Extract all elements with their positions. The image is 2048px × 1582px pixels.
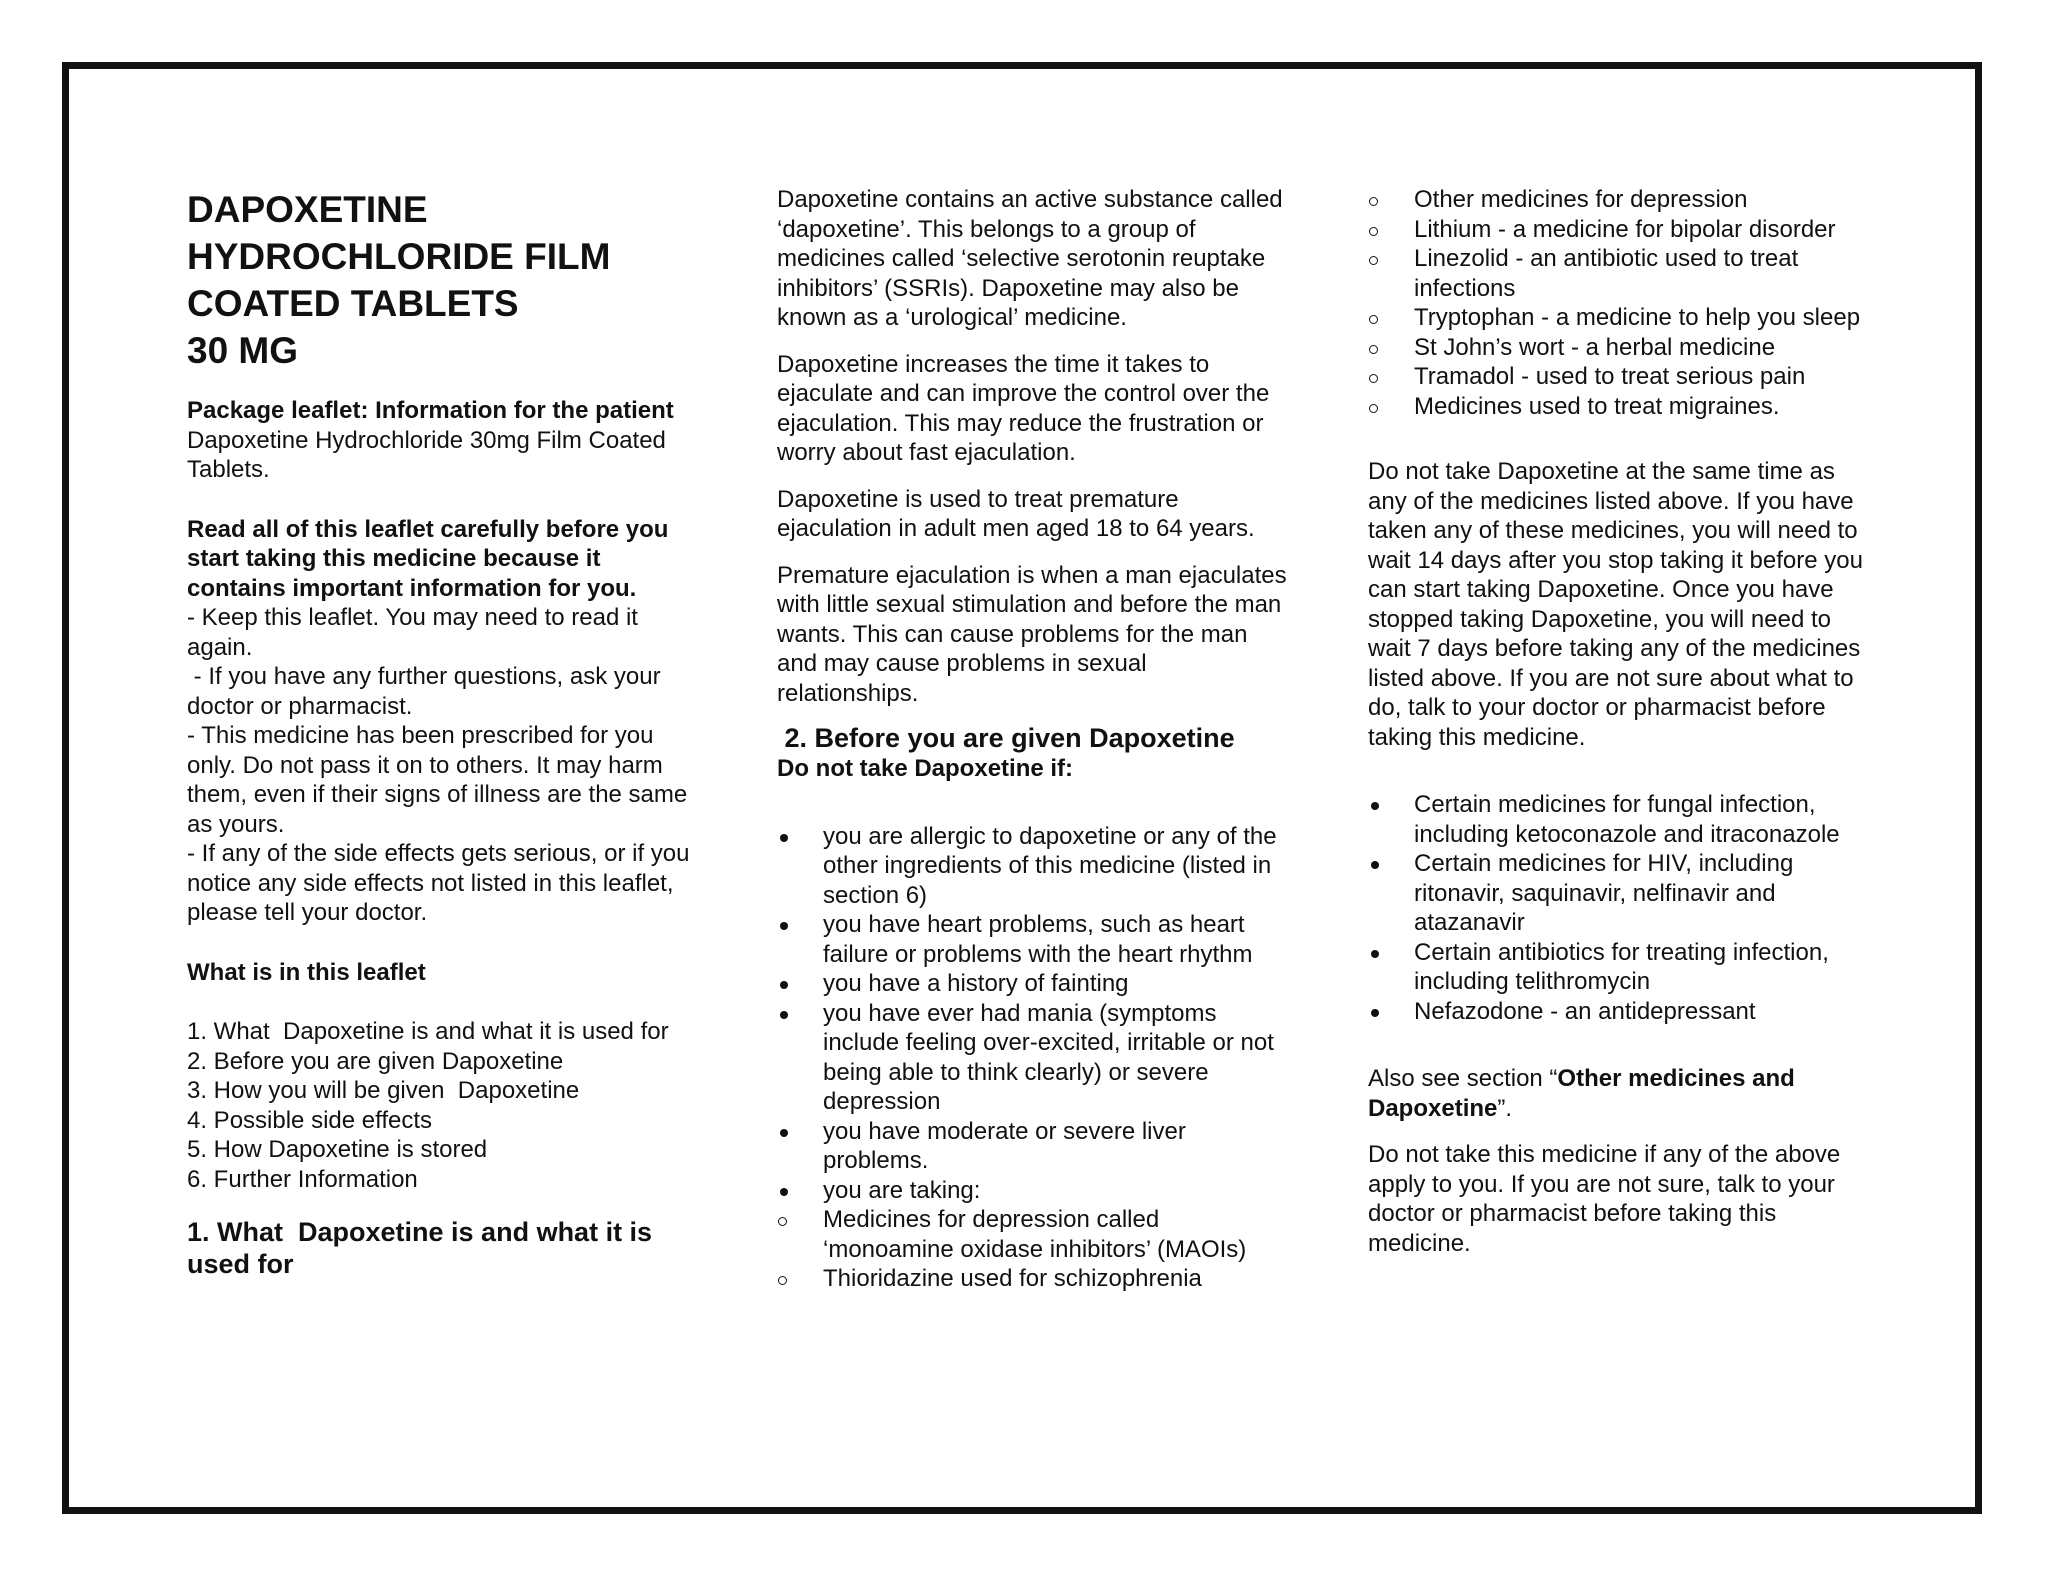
list-item: Medicines used to treat migraines. bbox=[1414, 392, 1780, 420]
list-item: Nefazodone - an antidepressant bbox=[1414, 997, 1756, 1025]
column-1 bbox=[187, 182, 697, 1280]
warning-paragraph: Do not take Dapoxetine at the same time as any of the medicines listed above. If you have taken any of these medicines, you will need to wait 14 days after you stop taking it before you can start taking Dapoxetine. Once you have stopped taking Dapoxetine, you will need to wait 7 days before taking any of the medicines listed above. If you are not sure about what to do, talk to your doctor or pharmacist before taking this medicine. bbox=[1368, 458, 1863, 751]
contents-item: 1. What Dapoxetine is and what it is used for bbox=[187, 1018, 669, 1045]
list-item: Medicines for depression called ‘monoamine oxidase inhibitors’ (MAOIs) bbox=[823, 1206, 1247, 1263]
also-see-paragraph: Also see section “Other medicines and Dapoxetine”. bbox=[1368, 1065, 1795, 1122]
package-leaflet-subtitle: Dapoxetine Hydrochloride 30mg Film Coated Tablets. bbox=[187, 426, 666, 483]
column-3 bbox=[1368, 182, 1878, 1258]
list-item: Lithium - a medicine for bipolar disorder bbox=[1414, 215, 1836, 243]
list-item: you have moderate or severe liver problems. bbox=[823, 1117, 1186, 1174]
list-item: Certain medicines for fungal infection, including ketoconazole and itraconazole bbox=[1414, 791, 1840, 848]
contents-item: 5. How Dapoxetine is stored bbox=[187, 1136, 488, 1163]
contents-list bbox=[187, 1017, 697, 1194]
list-item: you have a history of fainting bbox=[823, 970, 1129, 997]
read-item: - If any of the side effects gets serious, or if you notice any side effects not listed in this leaflet, please tell your doctor. bbox=[187, 840, 690, 926]
contraindication-list bbox=[777, 822, 1287, 1294]
list-item: Tramadol - used to treat serious pain bbox=[1414, 363, 1806, 390]
list-item: you are allergic to dapoxetine or any of the other ingredients of this medicine (listed in section 6) bbox=[823, 822, 1277, 909]
do-not-take-heading: Do not take Dapoxetine if: bbox=[777, 755, 1074, 782]
title-line: HYDROCHLORIDE FILM bbox=[187, 236, 611, 277]
title-line: COATED TABLETS bbox=[187, 283, 519, 324]
title-line: 30 MG bbox=[187, 330, 299, 371]
contents-item: 3. How you will be given Dapoxetine bbox=[187, 1077, 580, 1104]
interaction-list bbox=[1368, 790, 1878, 1026]
list-item: you are taking: bbox=[823, 1176, 981, 1204]
package-leaflet-heading: Package leaflet: Information for the patient bbox=[187, 397, 674, 424]
also-see-section-name: Other medicines and Dapoxetine bbox=[1368, 1065, 1795, 1122]
paragraph: Dapoxetine increases the time it takes to ejaculate and can improve the control over the ejaculation. This may reduce the frustration or worry about fast ejaculation. bbox=[777, 350, 1270, 466]
read-item: - Keep this leaflet. You may need to read it again. bbox=[187, 604, 638, 661]
document-title bbox=[187, 186, 697, 374]
medicine-list bbox=[1368, 185, 1878, 421]
section-1-heading: 1. What Dapoxetine is and what it is used for bbox=[187, 1217, 660, 1279]
list-item: Tryptophan - a medicine to help you sleep bbox=[1414, 304, 1861, 331]
list-item: you have ever had mania (symptoms include feeling over-excited, irritable or not being able to think clearly) or severe depression bbox=[823, 999, 1274, 1115]
list-item: Other medicines for depression bbox=[1414, 186, 1748, 213]
paragraph: Dapoxetine is used to treat premature ejaculation in adult men aged 18 to 64 years. bbox=[777, 485, 1255, 542]
list-item: Thioridazine used for schizophrenia bbox=[823, 1265, 1202, 1292]
final-paragraph: Do not take this medicine if any of the above apply to you. If you are not sure, talk to your doctor or pharmacist before taking this medicine. bbox=[1368, 1141, 1841, 1257]
paragraph: Dapoxetine contains an active substance called ‘dapoxetine’. This belongs to a group of medicines called ‘selective serotonin reuptake inhibitors’ (SSRIs). Dapoxetine may also be known as a ‘urological’ medicine. bbox=[777, 186, 1283, 331]
list-item: Linezolid - an antibiotic used to treat infections bbox=[1414, 245, 1799, 302]
list-item: you have heart problems, such as heart failure or problems with the heart rhythm bbox=[823, 911, 1253, 968]
list-item: St John’s wort - a herbal medicine bbox=[1414, 333, 1776, 361]
contents-item: 6. Further Information bbox=[187, 1165, 418, 1193]
column-2 bbox=[777, 182, 1287, 1294]
read-item: - This medicine has been prescribed for you only. Do not pass it on to others. It may harm them, even if their signs of illness are the same as yours. bbox=[187, 722, 688, 838]
list-item: Certain medicines for HIV, including ritonavir, saquinavir, nelfinavir and atazanavir bbox=[1414, 850, 1794, 936]
list-item: Certain antibiotics for treating infection, including telithromycin bbox=[1414, 938, 1829, 995]
contents-item: 2. Before you are given Dapoxetine bbox=[187, 1047, 564, 1075]
title-line: DAPOXETINE bbox=[187, 189, 428, 230]
contents-heading: What is in this leaflet bbox=[187, 958, 426, 986]
paragraph: Premature ejaculation is when a man ejaculates with little sexual stimulation and before the man wants. This can cause problems for the man and may cause problems in sexual relationships. bbox=[777, 561, 1287, 707]
section-2-heading: 2. Before you are given Dapoxetine bbox=[777, 723, 1235, 753]
contents-item: 4. Possible side effects bbox=[187, 1106, 433, 1134]
read-item: - If you have any further questions, ask your doctor or pharmacist. bbox=[187, 663, 668, 720]
read-leaflet-heading: Read all of this leaflet carefully before you start taking this medicine because it contains important information for you. bbox=[187, 515, 669, 602]
